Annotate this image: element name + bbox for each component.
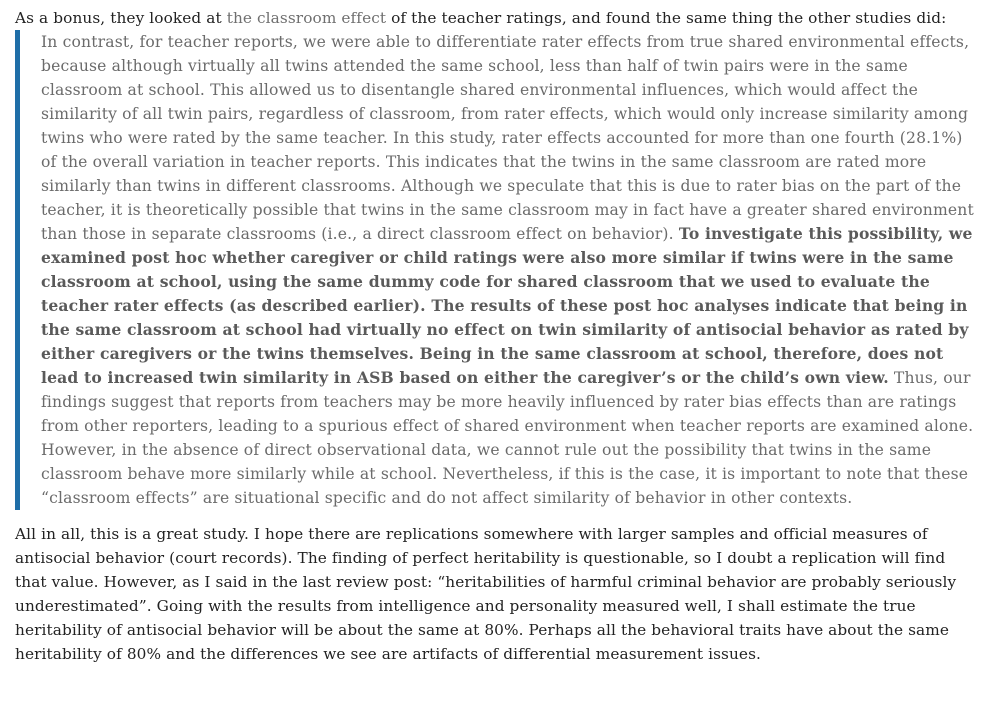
intro-text-before-link: As a bonus, they looked at — [15, 9, 227, 27]
study-quote-blockquote — [15, 30, 979, 510]
quote-text-part-1: In contrast, for teacher reports, we were able to differentiate rater effects from true shared environmental effects, because although virtually all twins attended the same school, less than half of twin pairs were in the same classroom at school. This allowed us to disentangle shared environmental influences, which would affect the similarity of all twin pairs, regardless of classroom, from rater effects, which would only increase similarity among twins who were rated by the same teacher. In this study, rater effects accounted for more than one fourth (28.1%) of the overall variation in teacher reports. This indicates that the twins in the same classroom are rated more similarly than twins in different classrooms. Although we speculate that this is due to rater bias on the part of the teacher, it is theoretically possible that twins in the same classroom may in fact have a greater shared environment than those in separate classrooms (i.e., a direct classroom effect on behavior). — [41, 33, 974, 243]
intro-paragraph — [15, 6, 979, 30]
classroom-effect-link[interactable]: the classroom effect — [226, 9, 387, 27]
closing-paragraph: All in all, this is a great study. I hope there are replications somewhere with larger samples and official measures of antisocial behavior (court records). The finding of perfect heritability is questionable, so I doubt a replication will find that value. However, as I said in the last review post: “heritabilities of harmful criminal behavior are probably seriously underestimated”. Going with the results from intelligence and personality measured well, I shall estimate the true heritability of antisocial behavior will be about the same at 80%. Perhaps all the behavioral traits have about the same heritability of 80% and the differences we see are artifacts of differential measurement issues. — [15, 525, 957, 663]
quote-paragraph — [41, 30, 979, 510]
quote-text-part-2: Thus, our findings suggest that reports from teachers may be more heavily influenced by rater bias effects than are ratings from other reporters, leading to a spurious effect of shared environment when teacher reports are examined alone. However, in the absence of direct observational data, we cannot rule out the possibility that twins in the same classroom behave more similarly while at school. Nevertheless, if this is the case, it is important to note that these “classroom effects” are situational specific and do not affect similarity of behavior in other contexts. — [41, 369, 974, 507]
intro-text-after-link: of the teacher ratings, and found the same thing the other studies did: — [386, 9, 947, 27]
quote-bold-emphasis: To investigate this possibility, we examined post hoc whether caregiver or child ratings were also more similar if twins were in the same classroom at school, using the same dummy code for shared classroom that we used to evaluate the teacher rater effects (as described earlier). The results of these post hoc analyses indicate that being in the same classroom at school had virtually no effect on twin similarity of antisocial behavior as rated by either caregivers or the twins themselves. Being in the same classroom at school, therefore, does not lead to increased twin similarity in ASB based on either the caregiver’s or the child’s own view. — [41, 224, 973, 387]
